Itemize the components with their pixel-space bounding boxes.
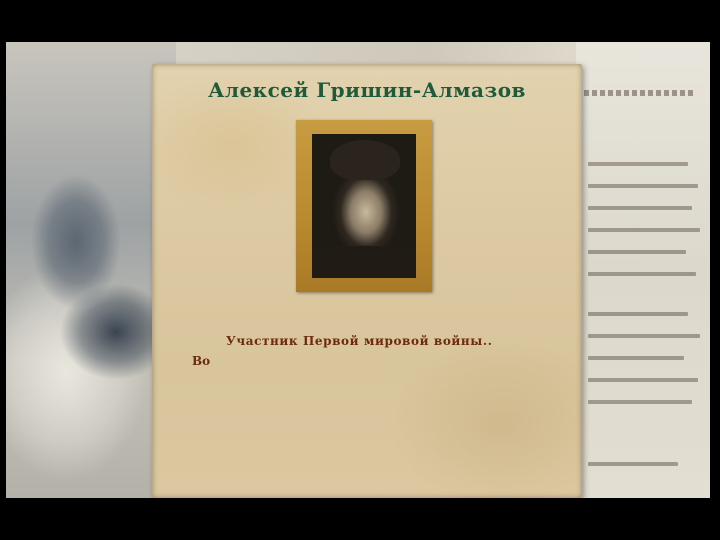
doc-line [588,184,698,188]
person-name: Алексей Гришин-Алмазов [208,78,526,102]
doc-line [588,206,692,210]
background-document [576,42,710,498]
doc-line [588,400,692,404]
portrait-hair [330,140,400,180]
biography-card [152,64,582,498]
doc-line [588,356,684,360]
portrait-photo-icon [312,134,416,278]
doc-line [588,312,688,316]
doc-line [588,162,688,166]
doc-header-line [584,90,694,96]
bio-line-1: Участник Первой мировой войны.. [226,334,493,348]
doc-line [588,378,698,382]
photo-mount [296,120,432,292]
background-collage [6,42,176,498]
doc-line [588,250,686,254]
doc-line [588,462,678,466]
portrait-coat [312,246,416,278]
bio-line-2: Во [192,354,211,368]
doc-line [588,334,700,338]
doc-line [588,228,700,232]
doc-line [588,272,696,276]
